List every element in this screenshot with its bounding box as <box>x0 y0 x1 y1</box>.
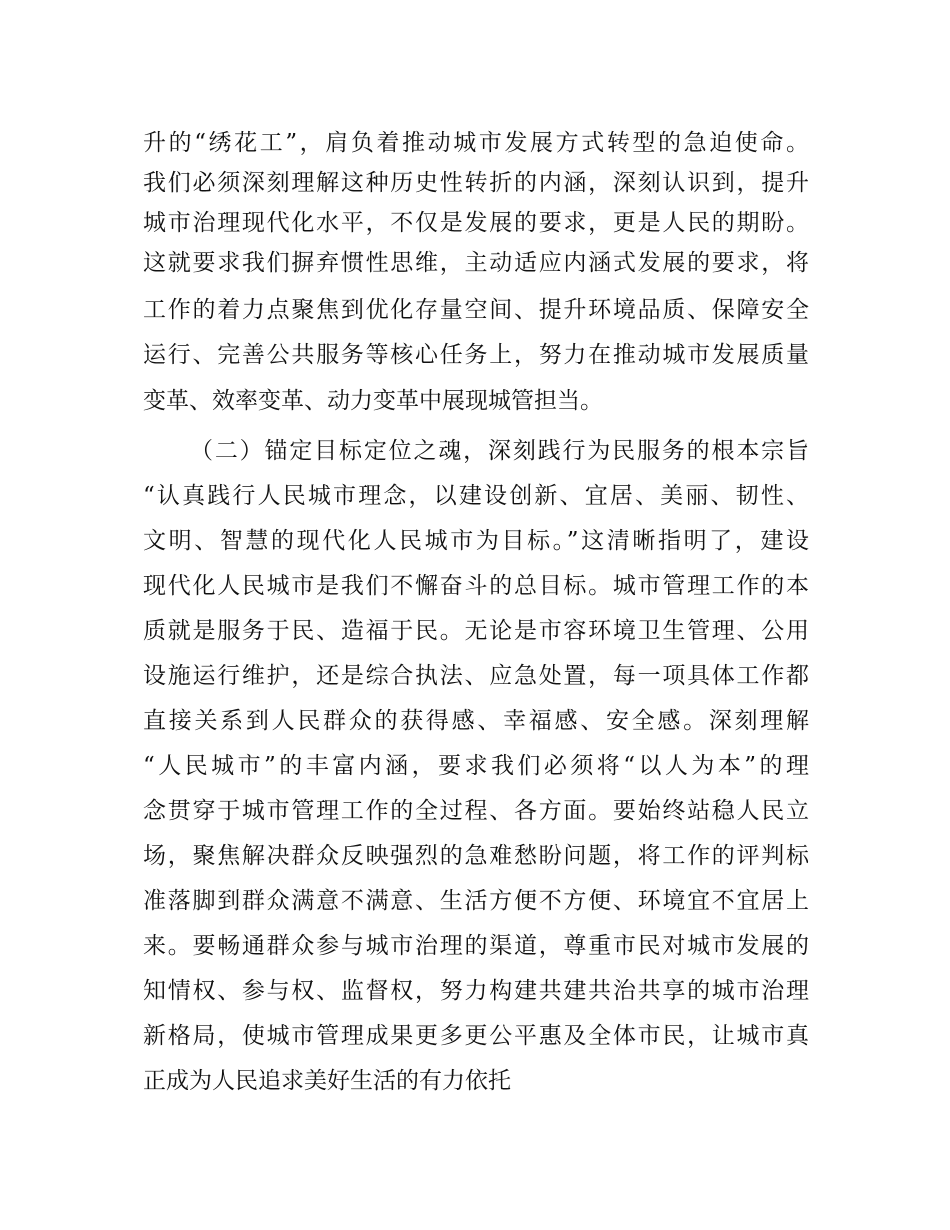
paragraph-line: 来。要畅通群众参与城市治理的渠道，尊重市民对城市发展的 <box>143 933 809 959</box>
paragraph-line: 念贯穿于城市管理工作的全过程、各方面。要始终站稳人民立 <box>143 798 809 824</box>
paragraph-line: 新格局，使城市管理成果更多更公平惠及全体市民，让城市真 <box>143 1023 809 1049</box>
paragraph-line: 正成为人民追求美好生活的有力依托 <box>143 1068 511 1094</box>
paragraph-line: 这就要求我们摒弃惯性思维，主动适应内涵式发展的要求，将 <box>143 250 809 276</box>
paragraph-line: 设施运行维护，还是综合执法、应急处置，每一项具体工作都 <box>143 663 809 689</box>
paragraph-line: 知情权、参与权、监督权，努力构建共建共治共享的城市治理 <box>143 978 809 1004</box>
paragraph-line: 准落脚到群众满意不满意、生活方便不方便、环境宜不宜居上 <box>143 888 809 914</box>
paragraph-line: 变革、效率变革、动力变革中展现城管担当。 <box>143 388 603 414</box>
section-heading: （二）锚定目标定位之魂，深刻践行为民服务的根本宗旨 <box>190 438 809 464</box>
paragraph-line: 升的“绣花工”，肩负着推动城市发展方式转型的急迫使命。 <box>143 130 809 156</box>
paragraph-line: 直接关系到人民群众的获得感、幸福感、安全感。深刻理解 <box>143 708 809 734</box>
paragraph-line: 运行、完善公共服务等核心任务上，努力在推动城市发展质量 <box>143 342 809 368</box>
paragraph-line: “人民城市”的丰富内涵，要求我们必须将“以人为本”的理 <box>143 753 809 779</box>
paragraph-line: 我们必须深刻理解这种历史性转折的内涵，深刻认识到，提升 <box>143 170 809 196</box>
paragraph-line: 质就是服务于民、造福于民。无论是市容环境卫生管理、公用 <box>143 618 809 644</box>
paragraph-line: 文明、智慧的现代化人民城市为目标。”这清晰指明了，建设 <box>143 528 809 554</box>
paragraph-line: “认真践行人民城市理念，以建设创新、宜居、美丽、韧性、 <box>143 483 809 509</box>
paragraph-line: 现代化人民城市是我们不懈奋斗的总目标。城市管理工作的本 <box>143 573 809 599</box>
paragraph-line: 城市治理现代化水平，不仅是发展的要求，更是人民的期盼。 <box>143 210 809 236</box>
paragraph-line: 场，聚焦解决群众反映强烈的急难愁盼问题，将工作的评判标 <box>143 843 809 869</box>
paragraph-line: 工作的着力点聚焦到优化存量空间、提升环境品质、保障安全 <box>143 297 809 323</box>
